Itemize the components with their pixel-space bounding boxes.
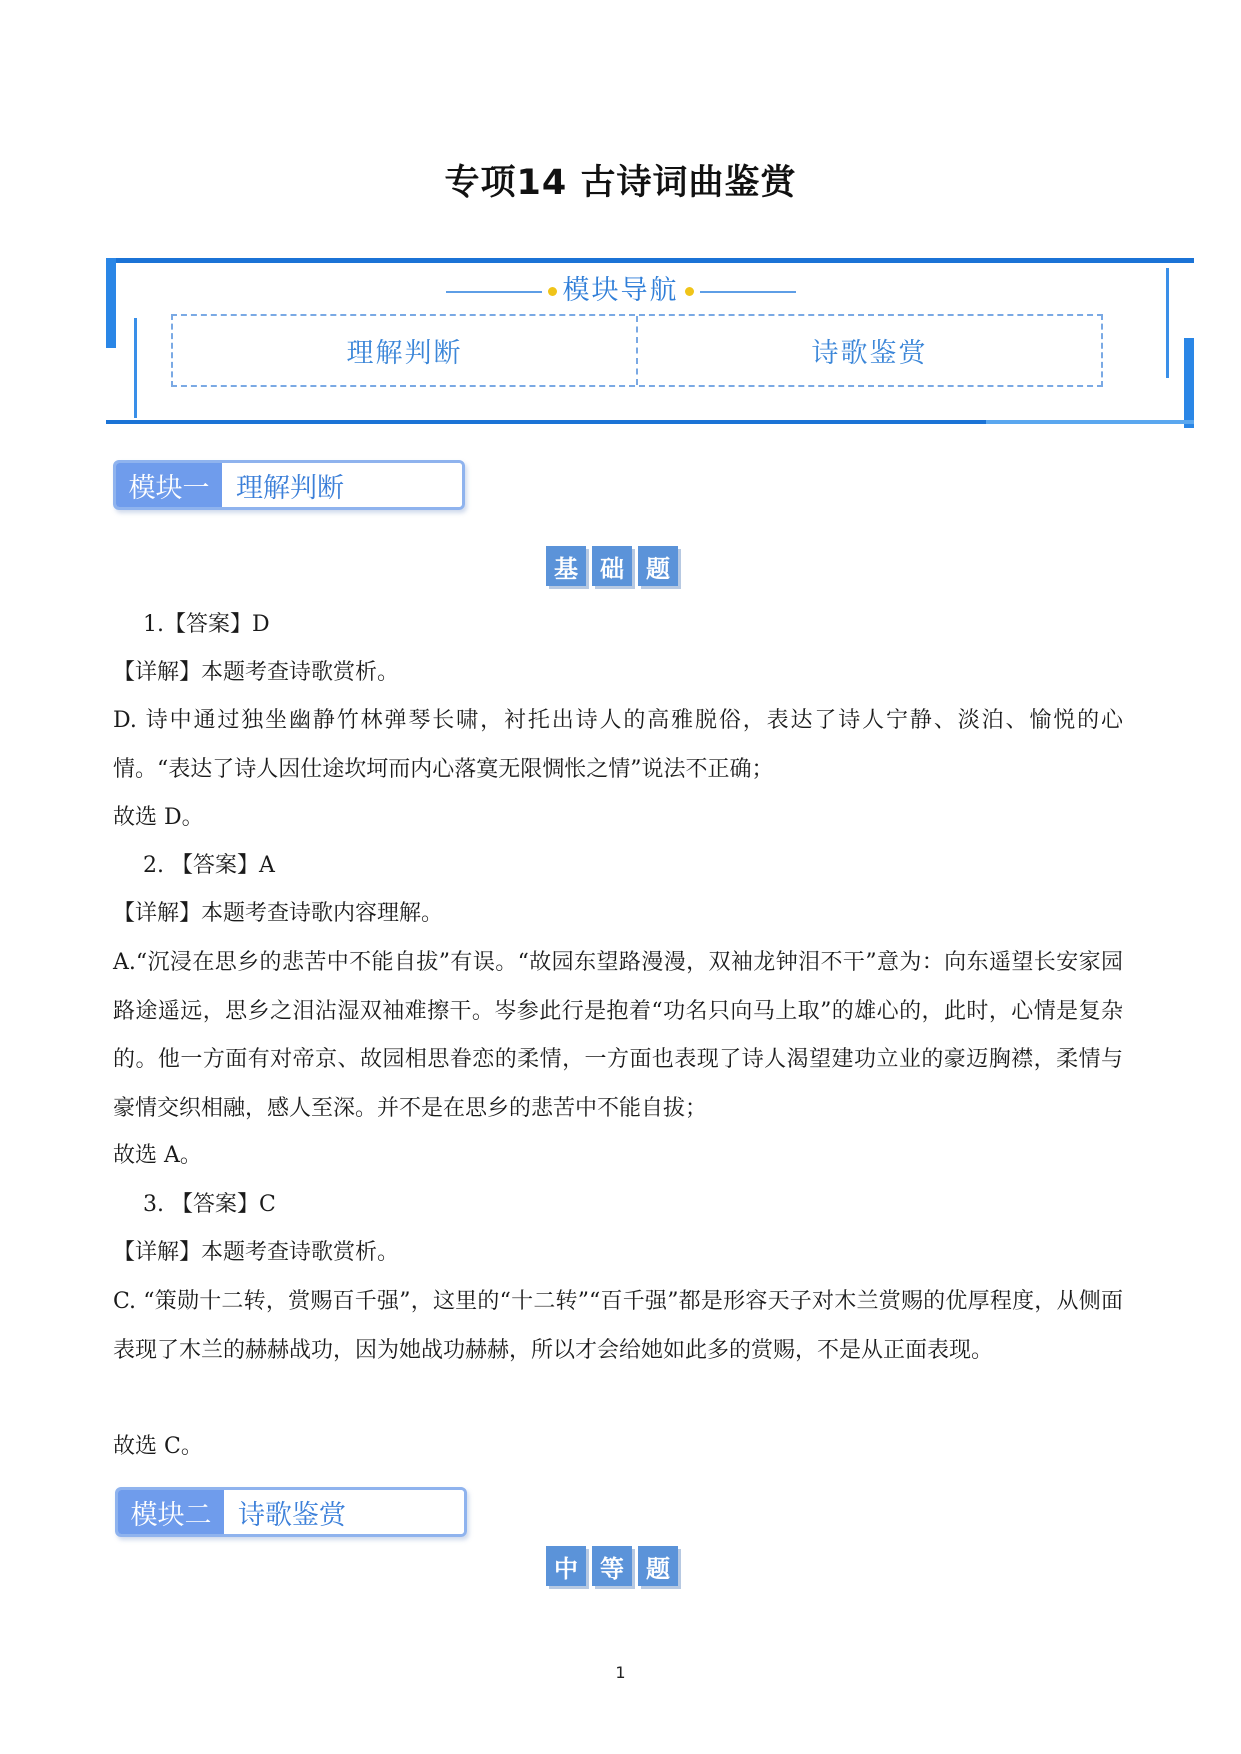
- module-2-name: 诗歌鉴赏: [224, 1490, 464, 1534]
- q2-body: A.“沉浸在思乡的悲苦中不能自拔”有误。“故园东望路漫漫，双袖龙钟泪不干”意为：向东遥望长安家园路途遥远，思乡之泪沾湿双袖难擦干。岑参此行是抱着“功名只向马上取”的雄心的，此时，心情是复杂的。他一方面有对帝京、故园相思眷恋的柔情，一方面也表现了诗人渴望建功立业的豪迈胸襟，柔情与豪情交织相融，感人至深。并不是在思乡的悲苦中不能自拔；: [113, 950, 1123, 1121]
- nav-title: 模块导航: [0, 268, 1241, 307]
- page-title: 专项14 古诗词曲鉴赏: [444, 163, 797, 203]
- module-2-tag: 模块二: [118, 1490, 224, 1534]
- q1-body: D. 诗中通过独坐幽静竹林弹琴长啸，衬托出诗人的高雅脱俗，表达了诗人宁静、淡泊、愉悦的心情。“表达了诗人因仕途坎坷而内心落寞无限惆怅之情”说法不正确；: [113, 708, 1123, 782]
- module-1-name: 理解判断: [222, 463, 462, 507]
- q3-detail: 【详解】本题考查诗歌赏析。: [113, 1240, 400, 1265]
- q1-conclusion: 故选 D。: [113, 805, 204, 830]
- q2-conclusion: 故选 A。: [113, 1143, 202, 1168]
- nav-item-comprehension[interactable]: 理解判断: [346, 338, 463, 369]
- page-number: 1: [615, 1663, 626, 1682]
- q3-body: C. “策勋十二转，赏赐百千强”，这里的“十二转”“百千强”都是形容天子对木兰赏赐的优厚程度，从侧面表现了木兰的赫赫战功，因为她战功赫赫，所以才会给她如此多的赏赐，不是从正面表现。: [113, 1289, 1123, 1363]
- difficulty-badge-medium: 中 等 题: [546, 1546, 678, 1586]
- q3-conclusion: 故选 C。: [113, 1434, 203, 1459]
- nav-menu: [171, 314, 1103, 387]
- module-2-header: [115, 1487, 467, 1537]
- q1-detail: 【详解】本题考查诗歌赏析。: [113, 660, 400, 685]
- module-1-header: [113, 460, 465, 510]
- q2-answer: 2. 【答案】A: [143, 853, 275, 878]
- nav-item-poetry-appreciation[interactable]: 诗歌鉴赏: [636, 316, 1101, 385]
- q1-answer: 1.【答案】D: [143, 612, 270, 637]
- q3-answer: 3. 【答案】C: [143, 1192, 276, 1217]
- q2-detail: 【详解】本题考查诗歌内容理解。: [113, 901, 444, 926]
- difficulty-badge-basic: 基 础 题: [546, 546, 678, 586]
- module-1-tag: 模块一: [116, 463, 222, 507]
